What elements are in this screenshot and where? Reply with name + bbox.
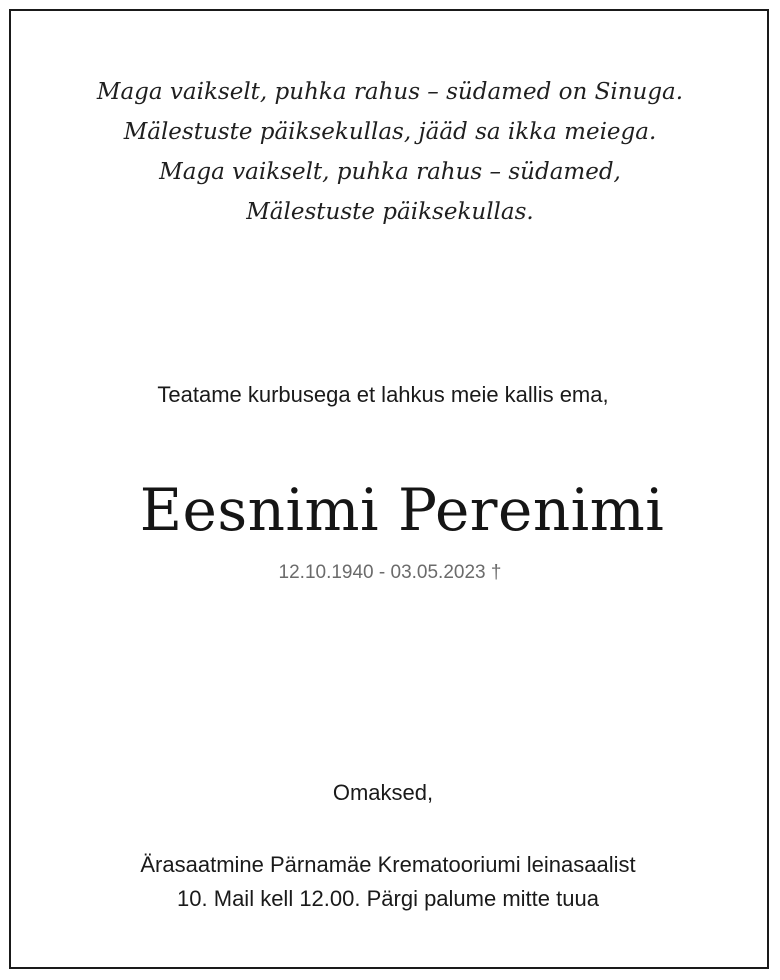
deceased-name: Eesnimi Perenimi [139, 476, 665, 544]
poem-line: Mälestuste päiksekullas. [246, 199, 534, 225]
poem-line: Maga vaikselt, puhka rahus – südamed on Sinuga. [96, 79, 684, 105]
signature: Omaksed, [332, 780, 434, 805]
life-dates: 12.10.1940 - 03.05.2023 † [278, 562, 502, 583]
funeral-line: Ärasaatmine Pärnamäe Krematooriumi leinasaalist [140, 852, 636, 877]
memorial-poem [0, 72, 780, 232]
funeral-line: 10. Mail kell 12.00. Pärgi palume mitte tuua [177, 886, 599, 911]
poem-line: Maga vaikselt, puhka rahus – südamed, [159, 159, 621, 185]
announcement-intro: Teatame kurbusega et lahkus meie kallis ema, [157, 382, 609, 407]
funeral-details [0, 848, 776, 916]
poem-line: Mälestuste päiksekullas, jääd sa ikka meiega. [123, 119, 657, 145]
